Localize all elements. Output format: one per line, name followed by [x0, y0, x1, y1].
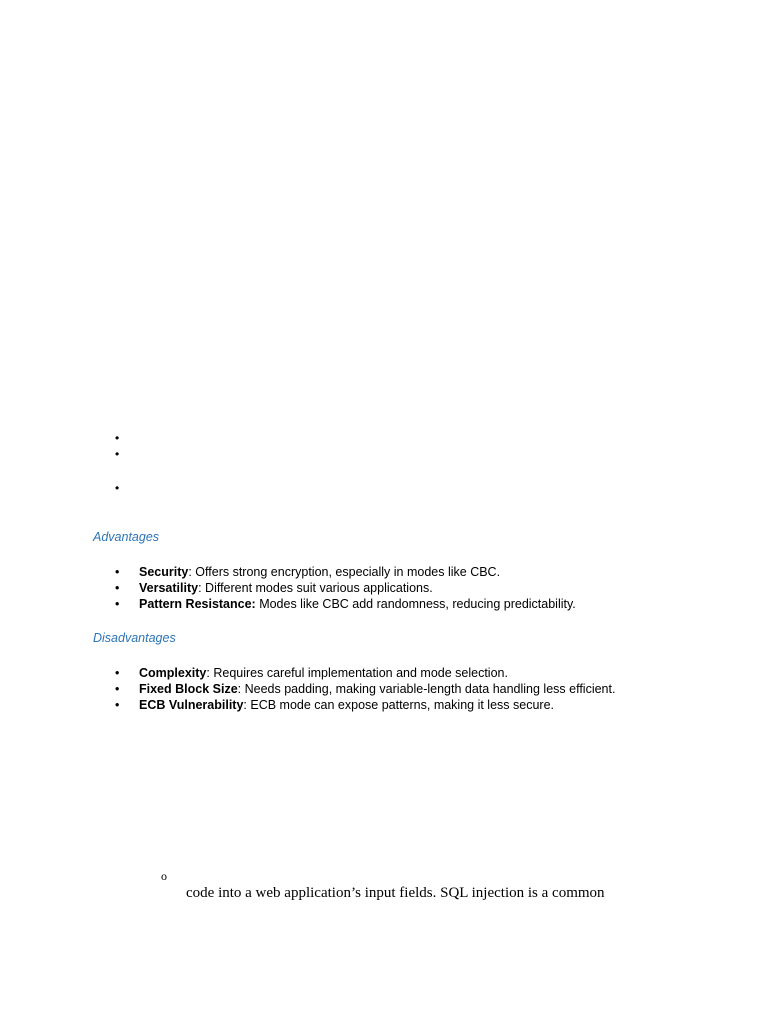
item-separator: : [188, 565, 192, 579]
item-text: Offers strong encryption, especially in modes like CBC. [191, 565, 501, 579]
item-text: Requires careful implementation and mode selection. [209, 666, 508, 680]
item-term: Fixed Block Size [139, 682, 238, 696]
list-item [113, 580, 576, 596]
empty-bullet-3: • [115, 481, 120, 495]
list-item [113, 564, 576, 580]
item-separator: : [206, 666, 210, 680]
sub-bullet-icon: o [161, 869, 167, 883]
bullet-icon: • [115, 597, 120, 611]
item-term: Security [139, 565, 189, 579]
item-term: Complexity [139, 666, 207, 680]
item-separator: : [198, 581, 202, 595]
list-item [113, 665, 615, 681]
item-separator: : [243, 698, 247, 712]
bullet-icon: • [115, 682, 120, 696]
disadvantages-list [113, 665, 615, 713]
item-separator: : [237, 682, 242, 696]
item-text: ECB mode can expose patterns, making it less secure. [246, 698, 554, 712]
item-text: Different modes suit various applications. [201, 581, 433, 595]
fragment-text: code into a web application’s input fields. SQL injection is a common [186, 885, 605, 901]
bullet-icon: • [115, 581, 120, 595]
disadvantages-heading: Disadvantages [93, 631, 176, 645]
list-item [113, 681, 615, 697]
item-term: Pattern Resistance: [139, 597, 256, 611]
advantages-heading: Advantages [93, 530, 160, 544]
item-text: Modes like CBC add randomness, reducing predictability. [255, 597, 576, 611]
bullet-icon: • [115, 666, 120, 680]
bullet-icon: • [115, 698, 120, 712]
item-term: Versatility [139, 581, 199, 595]
bullet-icon: • [115, 565, 120, 579]
list-item [113, 596, 576, 612]
empty-bullet-2: • [115, 447, 120, 461]
empty-bullet-1: • [115, 431, 120, 445]
item-term: ECB Vulnerability [139, 698, 244, 712]
advantages-list [113, 564, 576, 612]
item-text: Needs padding, making variable-length data handling less efficient. [241, 682, 616, 696]
list-item [113, 697, 615, 713]
